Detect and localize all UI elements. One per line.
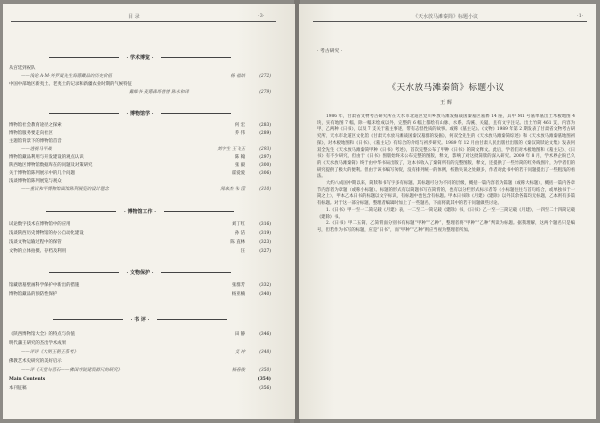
toc-entry-title: 试论数字技术在博物馆中的应用 [9,222,71,227]
toc-entry-title: 博物馆藏品利用与开发建设的观点认识 [9,155,84,160]
article-paragraph: 1.《日书》甲一至一二简记载《月建》表，一二至二一简记载《建除》书，《日书》乙一至一三简记载《月建》，一四至二十四简记载《建除》书。 [317,207,575,220]
toc-entry-author: 闻来杰 朱 滢 [220,187,245,192]
toc-entry-author: 陈 直林 [230,240,245,245]
toc-entry [9,249,271,255]
toc-entry [9,359,271,365]
toc-entry-page: (300) [259,163,271,168]
toc-entry-page: (297) [259,155,271,160]
toc-entry [9,82,271,88]
toc-entry-page: (350) [259,368,271,373]
toc-entry-page: (332) [259,283,271,288]
toc-entry-author: 刘丁红 [231,222,245,227]
toc-entry-page: (346) [259,332,271,337]
toc-entry-author: 刘宇生 王飞玉 [217,147,245,152]
toc-entry [9,155,271,161]
toc-entry-title: 浅谈博物馆陈列展览与观众 [9,179,62,184]
toc-entry [21,368,271,374]
toc-entry [21,350,271,356]
left-header-rule [11,21,276,22]
toc-entry-page: (306) [259,171,271,176]
toc-section-heading: · 书 评 · [9,317,271,323]
toc-entry-title: 戴维书·麦德森哥普曾 陈永和译 [129,90,189,95]
toc-entry-title: 明代藩王研究的杰出学术成果 [9,341,67,346]
toc-entry-author: 霍爱爱 [231,171,245,176]
toc-entry-title: 从宫廷到祝队 [9,66,36,71]
toc-entry-page: (293) [259,147,271,152]
article-paragraph: 大约八成国中期以来，简牍和书写字多有标题。其标题可分为不同的层级，概括一篇内容者为篇题（或称大标题），概括一篇内各章节内容者为章题（或称小标题）。标题的形式有以简题书写在简背的，也有以分栏形式标示者等（小标题往往与首句结合，或单独书于一简之上），甲本乙本日书的标题以文字标识，有标题中也包含有标题。甲本日书除《月建》《建除》以外其余各篇均无标题，乙本则有多篇有标题。对于这一部分标题，整理者编辑时加上了一些题名，下面将就其中的若干问题做些讨论。 [317,181,575,207]
toc-entry-title: 主题馆背景下的博物馆首音 [9,139,62,144]
toc-section-heading: · 博物馆学 · [9,111,271,117]
toc-entry-page: (289) [259,131,271,136]
toc-entry-page: (356) [259,386,271,391]
toc-section-heading: · 文物保护 · [9,270,271,276]
toc-entry-page: (348) [259,350,271,355]
toc-section-heading: · 学术博览 · [9,55,271,61]
toc-entry-page: (279) [259,90,271,95]
article-author: 王 辉 [439,100,453,106]
left-page [3,4,295,419]
toc-entry-title: Main Contents [9,377,46,382]
left-header-title: 目 录 [128,14,140,20]
toc-entry-page: (310) [259,187,271,192]
toc-entry-title: 本刊征稿 [9,386,27,391]
toc-entry-page: (354) [257,377,271,382]
toc-entry [21,74,271,80]
toc-entry-title: 文物的立体拍摄、存档及利用 [9,249,67,254]
toc-entry-author: 张 毅 [234,163,245,168]
toc-entry-author: 艾 冲 [234,350,245,355]
toc-entry-page: (272) [259,74,271,79]
toc-entry-title: 浅谈陕西历史博物馆的办公自动化建设 [9,231,84,236]
section-kicker: · 考古研究 · [317,49,343,54]
toc-entry [9,179,271,185]
toc-entry [9,332,271,338]
toc-entry [9,163,271,169]
toc-entry-title: 浅谈文物运输过程中的保管 [9,240,62,245]
toc-entry [9,139,271,145]
article-title: 《天水放马滩秦简》标题小议 [387,83,505,93]
toc-entry-author: 乔 伟 [234,131,245,136]
toc-entry [9,341,271,347]
toc-entry-title: 《陕西博物馆大全》的特点与价值 [9,332,75,337]
toc-entry-author: 汪 [240,249,245,254]
toc-entry [9,222,271,228]
toc-entry-author: 杨亚楠 [231,292,245,297]
toc-entry-author: 杨春俊 [231,368,245,373]
toc-entry [21,187,271,193]
toc-entry-title: ——重议和平博物馆面馆陈列展览的设计理念 [21,187,109,192]
toc-section-heading: · 博物馆工作 · [9,209,271,215]
toc-entry [9,171,271,177]
toc-entry [9,240,271,246]
toc-entry-title: 关于博物馆陈列展示中的几个问题 [9,171,75,176]
toc-entry [9,283,271,289]
toc-entry-title: ——评《天堂与菩石——佛国寺院建筑群尺的研究》 [21,368,122,373]
toc-entry-title: 博物馆社会教育途径之探索 [9,123,62,128]
toc-entry-author: 陈 翰 [234,155,245,160]
toc-entry [9,66,271,72]
toc-entry-page: (283) [259,123,271,128]
toc-entry-page: (316) [259,222,271,227]
toc-entry-page: (319) [259,231,271,236]
toc-entry [9,231,271,237]
right-header-title: 《天水放马滩秦简》标题小议 [413,14,479,20]
toc-entry-title: ——透视马平战 [21,147,52,152]
toc-entry [9,131,271,137]
toc-entry-author: 张群芳 [231,283,245,288]
toc-entry-page: (327) [259,249,271,254]
toc-entry-title: ——浅论 A·M·外罗夏先生海德藏品的历史价值 [21,74,112,79]
toc-entry-author: 田 静 [234,332,245,337]
toc-entry-page: (340) [259,292,271,297]
article-paragraph: 2.《日书》甲二五简、乙简背面分别书有标题“甲种”“乙种”，整理者将“甲种”“乙种”判读为标题。据我理解，这两个题名只是编号，但若作为书写的标题，应是“日书”，而“甲种”“乙种”则应当视为整理者所加。 [317,221,575,233]
toc-entry [9,123,271,129]
toc-entry-author: 何 宏 [234,123,245,128]
article-body [317,114,575,414]
toc-entry [9,377,271,383]
toc-entry-author: 孙 洁 [234,231,245,236]
toc-entry-title: 博物馆服务要走向社区 [9,131,53,136]
toc-entry-title: 佛教艺术史研究的美好启示 [9,359,62,364]
toc-entry-page: (323) [259,240,271,245]
toc-entry-title: ——评评《大明王朝王系考》 [21,350,79,355]
toc-entry-title: 馆藏唐墓壁画科学保护中新出的措施 [9,283,80,288]
right-header-rule [313,21,587,22]
toc-entry [21,147,271,153]
toc-entry-title: 陕西地区博物馆数据库在的问题及对策研究 [9,163,93,168]
left-header-page-number: ·3· [258,13,265,19]
toc-entry-author: 杨 福培 [230,74,245,79]
toc-entry [9,386,271,392]
right-header-page-number: ·1· [577,13,584,19]
toc-entry [129,90,271,96]
right-page [299,4,596,419]
toc-entry-title: 博物馆藏品的预防性保护 [9,292,58,297]
toc-entry [9,292,271,298]
toc-entry-title: 中国中部地区新夷土、老夷土的记录和新疆农业时期的气候特征 [9,82,132,87]
article-paragraph: 1986 年，甘肃省文物考古研究所在天水市北道区党川乡放马滩发掘战国秦墓区墓葬 14 座，其中 M1 号墓单墓出土木板地图 4 块，实有地图 7 幅，除一幅未绘成以外，完整的 6 幅上都绘有山脉、水系、沟溪、关隘，且有文字注记。出土竹简 461 支，内容为甲、乙两种《日书》，以及 7 支关于墓主事迹，带有志怪性质的故事。或称《墓主记》。《文物》1989 年第 2 期发表了甘肃省文物考古研究所、天水市北道区文化馆《甘肃天水放马滩战国秦汉墓群的发掘》，何双全先生的《天水放马滩秦简综述》和《天水放马滩秦墓地图初探》，对木板地图和《日书》、《墓主记》有综合的介绍与初步研究。1989 年 12 月由甘肃人民出版社出版的《秦汉简牍论文集》发表何双全先生《天水放马滩秦简甲种《日书》考述》，首次完整公布了甲种《日书》的简文释文。此后，学者们对木板地图和《墓主记》、《日书》有不少研究，但由于《日书》图版始终未公布完整的图版，释文，影响了对这批简牍的深入研究。2009 年 8 月，学术界企盼已久的《天水放马滩秦简》终于由中华书局出版了，这本书收入了秦简所有的完整图版、释文，还提供了一些竹简的红外线图片，为学者们的研究提供了极大的便利。但由于该书编写匆促，没有排列统一的体例，校勘失误之处颇多，作者对此书中的若干问题提出了一些粗浅的看法。 [317,114,575,180]
